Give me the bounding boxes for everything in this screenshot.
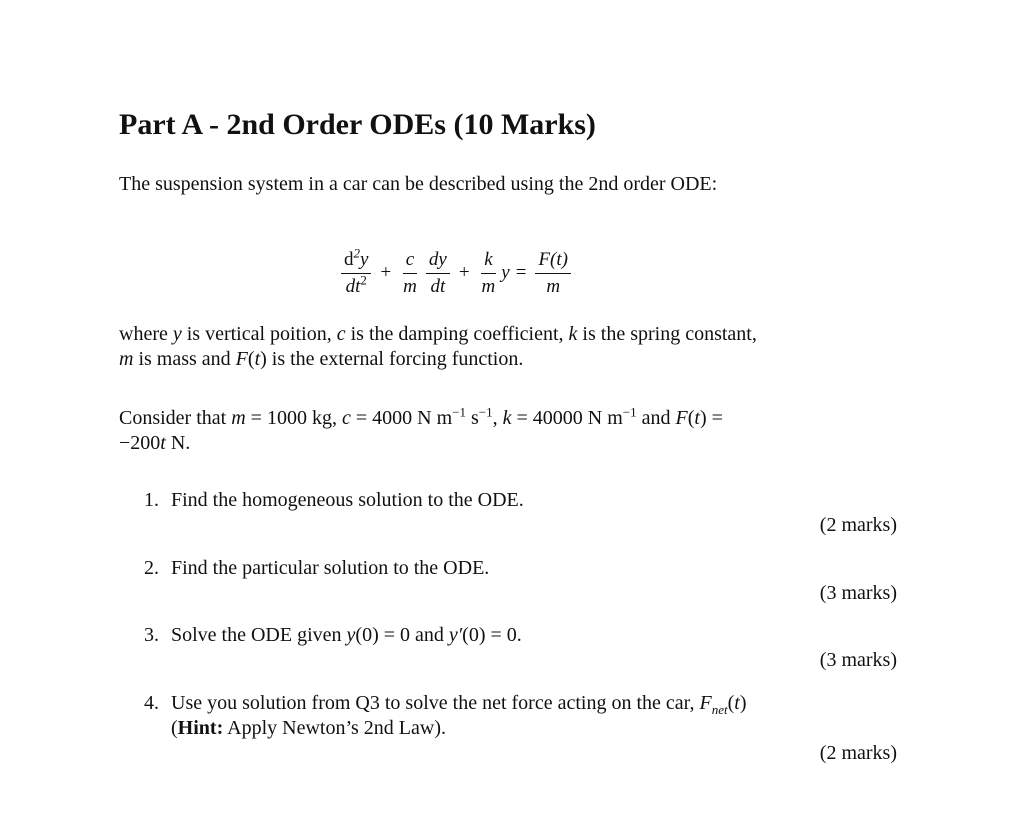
second-derivative-term bbox=[341, 245, 371, 299]
question-number: 3. bbox=[144, 624, 159, 646]
question-1-marks: (2 marks) bbox=[819, 514, 897, 536]
question-text: Use you solution from Q3 to solve the net force acting on the car, $F_{net}(t)$ (Hint: Apply Newton’s 2nd Law). bbox=[171, 692, 747, 739]
given-values: Consider that m = 1000 kg, c = 4000 N $m^{-1}$ $s^{-1}$, k = 40000 N $m^{-1}$ and F(t) = −200t N. bbox=[119, 404, 723, 454]
variable-definitions: where y is vertical poition, c is the damping coefficient, k is the spring constant, m is mass and F(t) is the external forcing function. bbox=[119, 323, 757, 370]
question-number: 1. bbox=[144, 489, 159, 511]
eq-exp2: 2 bbox=[360, 272, 367, 288]
intro-paragraph: The suspension system in a car can be described using the 2nd order ODE: bbox=[119, 173, 718, 195]
question-4 bbox=[144, 691, 904, 741]
eq-m-c: m bbox=[546, 275, 561, 297]
question-3-marks: (3 marks) bbox=[819, 649, 897, 671]
question-number: 2. bbox=[144, 557, 159, 579]
eq-c: c bbox=[403, 248, 417, 274]
eq-m: m bbox=[403, 275, 417, 297]
question-2-marks: (3 marks) bbox=[819, 582, 897, 604]
first-derivative-term bbox=[426, 248, 450, 299]
section-title: Part A - 2nd Order ODEs (10 Marks) bbox=[119, 108, 596, 141]
question-text: Find the homogeneous solution to the ODE. bbox=[171, 489, 524, 511]
eq-force: F(t) bbox=[535, 248, 571, 274]
eq-y: y bbox=[360, 248, 369, 270]
hint-label: Hint: bbox=[177, 717, 224, 739]
eq-exp: 2 bbox=[353, 245, 360, 261]
k-over-m bbox=[479, 248, 499, 299]
eq-y-var: y bbox=[501, 262, 510, 283]
c-over-m bbox=[400, 248, 420, 299]
eq-d: d bbox=[344, 248, 354, 270]
question-text: Solve the ODE given y(0) = 0 and y′(0) = 0. bbox=[171, 624, 522, 646]
eq-m-b: m bbox=[481, 275, 496, 297]
question-4-marks: (2 marks) bbox=[819, 742, 897, 764]
plus-sign: + bbox=[380, 262, 392, 283]
ode-equation bbox=[338, 246, 574, 300]
eq-dt-b: dt bbox=[430, 275, 446, 297]
plus-sign: + bbox=[458, 262, 470, 283]
eq-dy: dy bbox=[426, 248, 450, 274]
eq-k: k bbox=[481, 248, 495, 274]
eq-dt: dt bbox=[345, 275, 361, 297]
force-over-m bbox=[535, 248, 571, 299]
question-number: 4. bbox=[144, 692, 159, 714]
equals-sign: = bbox=[515, 262, 527, 283]
question-text: Find the particular solution to the ODE. bbox=[171, 557, 490, 579]
